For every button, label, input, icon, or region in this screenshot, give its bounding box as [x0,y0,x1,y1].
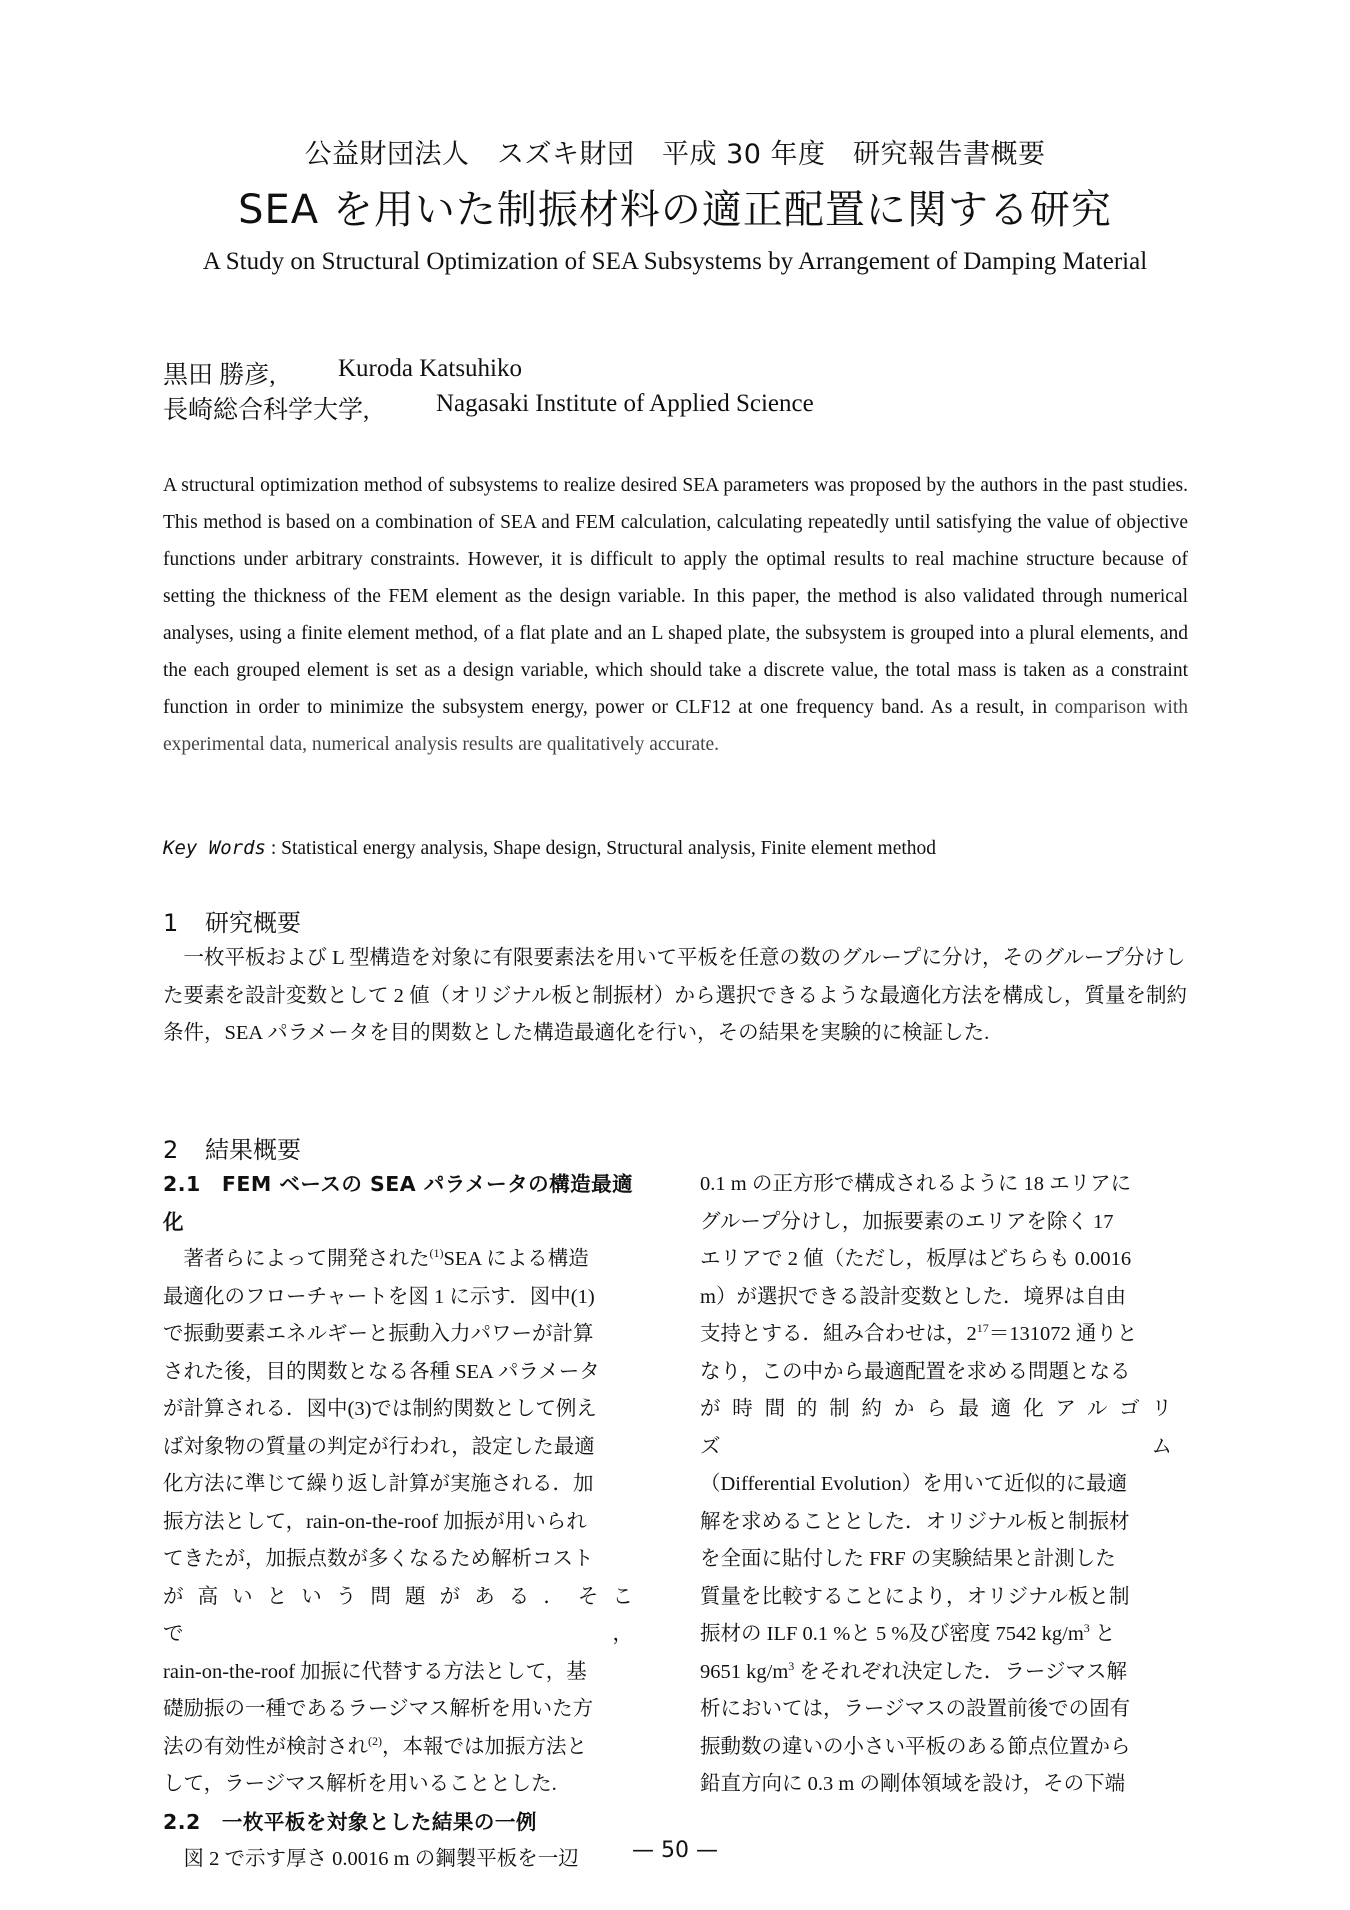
text-line: 9651 $kg/m^3$ をそれぞれ決定した．ラージマス解 [700,1658,1127,1683]
abstract-text: A structural optimization method of subsystems to realize desired SEA parameters was proposed by the authors in the past studies. This method is based on a combination of SEA and FEM calculation, calculating repeatedly until satisfying the value of objective functions under arbitrary constraints. However, it is difficult to apply the optimal results to real machine structure because of setting the thickness of the FEM element as the design variable. In this paper, the method is also validated through numerical analyses, using a finite element method, of a flat plate and an L shaped plate, the subsystem is grouped into a plural elements, and the each grouped element is set as a design variable, which should take a discrete value, the total mass is taken as a constraint function in order to minimize the subsystem energy, power or CLF12 at one frequency band. As a result, in [163,475,1188,718]
page-number: — 50 — [632,1838,718,1863]
exponent: 3 [1083,1621,1090,1636]
abstract [163,467,1188,763]
text-line: が高いという問題がある．そこで， [163,1585,645,1645]
section-number: 1 [163,909,179,937]
section-number: 2 [163,1136,179,1164]
text-line: ば対象物の質量の判定が行われ，設定した最適 [163,1435,595,1458]
affiliation-japanese: 長崎総合科学大学, [163,397,370,424]
text-line: された後，目的関数となる各種 SEA パラメータ [163,1360,600,1383]
text-line: 礎励振の一種であるラージマス解析を用いた方 [163,1698,594,1720]
text-line: 支持とする．組み合わせは，$2^{17}=131072$ 通りと [700,1321,1138,1345]
text-line: rain-on-the-roof 加振に代替する方法として，基 [163,1660,587,1683]
abstract-conclusion: comparison with experimental data, numerical analysis results are qualitatively accurate. [163,697,1188,755]
text-line: 化方法に準じて繰り返し計算が実施される．加 [163,1473,594,1495]
subsection-number: 2.2 [163,1809,201,1834]
report-series-header: 公益財団法人 スズキ財団 平成 30 年度 研究報告書概要 [304,139,1046,170]
keywords-label: Key Words [163,837,266,859]
text-line: 解を求めることとした．オリジナル板と制振材 [700,1510,1130,1533]
subsection-title: 一枚平板を対象とした結果の一例 [221,1809,537,1834]
paper-title-japanese: SEA を用いた制振材料の適正配置に関する研究 [238,187,1112,233]
text-line: 振方法として，rain-on-the-roof 加振が用いられ [163,1510,587,1533]
text-line: てきたが，加振点数が多くなるため解析コスト [163,1548,594,1570]
paper-title-english: A Study on Structural Optimization of SEA Subsystems by Arrangement of Damping Material [202,248,1148,275]
keywords [163,837,936,860]
text-line: して，ラージマス解析を用いることとした. [163,1773,557,1795]
text-line: が時間的制約から最適化アルゴリズム [700,1398,1182,1458]
text-line: 図 2 で示す厚さ 0.0016 m の鋼製平板を一辺 [183,1848,579,1870]
section-heading-1 [163,903,301,938]
citation-2: (2) [368,1733,382,1748]
text-line: エリアで 2 値（ただし，板厚はどちらも 0.0016 [700,1248,1132,1270]
text-line: 振動数の違いの小さい平板のある節点位置から [700,1735,1131,1758]
section-title: 研究概要 [205,909,301,937]
text-line: m）が選択できる設計変数とした．境界は自由 [700,1285,1126,1308]
author-affiliation-row [163,390,814,426]
affiliation-english: Nagasaki Institute of Applied Science [436,390,814,417]
text-line: 鉛直方向に 0.3 m の剛体領域を設け，その下端 [700,1773,1126,1795]
right-column [700,1166,1182,1804]
text-line: を全面に貼付した FRF の実験結果と計測した [700,1548,1116,1570]
subsection-heading-2-1 [163,1166,645,1241]
text-line: 最適化のフローチャートを図 1 に示す．図中(1) [163,1285,595,1308]
keywords-separator: : [265,838,282,859]
subsection-title: FEM ベースの SEA パラメータの構造最適化 [163,1172,634,1234]
subsection-number: 2.1 [163,1172,201,1196]
citation-1: (1) [429,1246,444,1261]
text-line: なり，この中から最適配置を求める問題となる [700,1360,1131,1383]
text-line: 0.1 m の正方形で構成されるように 18 エリアに [700,1173,1132,1195]
text-line: で振動要素エネルギーと振動入力パワーが計算 [163,1323,594,1345]
subsection-heading-2-2 [163,1804,645,1842]
text-line: （Differential Evolution）を用いて近似的に最適 [700,1473,1128,1495]
section-heading-2 [163,1130,301,1165]
text-line: 析においては，ラージマスの設置前後での固有 [700,1698,1131,1720]
text-line: 質量を比較することにより，オリジナル板と制 [700,1585,1130,1608]
section-1-body: 一枚平板および L 型構造を対象に有限要素法を用いて平板を任意の数のグループに分け，そのグループ分けした要素を設計変数として 2 値（オリジナル板と制振材）から選択できるような最適化方法を構成し，質量を制約条件，SEA パラメータを目的関数とした構造最適化を行い，その結果を実験的に検証した. [163,947,1187,1044]
author-name-row [163,355,522,391]
author-name-english: Kuroda Katsuhiko [338,355,522,382]
keywords-list: Statistical energy analysis, Shape design, Structural analysis, Finite element method [281,838,937,859]
text-line: 著者らによって開発された$^{(1)}$SEA による構造 [183,1246,589,1270]
text-line: 法の有効性が検討され$^{(2)}$，本報では加振方法と [163,1733,587,1758]
subsection-2-1-body [163,1241,645,1804]
text-line: が計算される．図中(3)では制約関数として例え [163,1398,597,1420]
section-title: 結果概要 [205,1136,301,1164]
exponent: 17 [976,1321,989,1336]
left-column [163,1166,645,1879]
exponent: 3 [788,1658,795,1673]
text-line: グループ分けし，加振要素のエリアを除く 17 [700,1210,1114,1233]
text-line: 振材の ILF 0.1 %と 5 %及び密度 7542 $kg/m^3$ と [700,1621,1116,1645]
author-name-japanese: 黒田 勝彦, [163,362,276,389]
